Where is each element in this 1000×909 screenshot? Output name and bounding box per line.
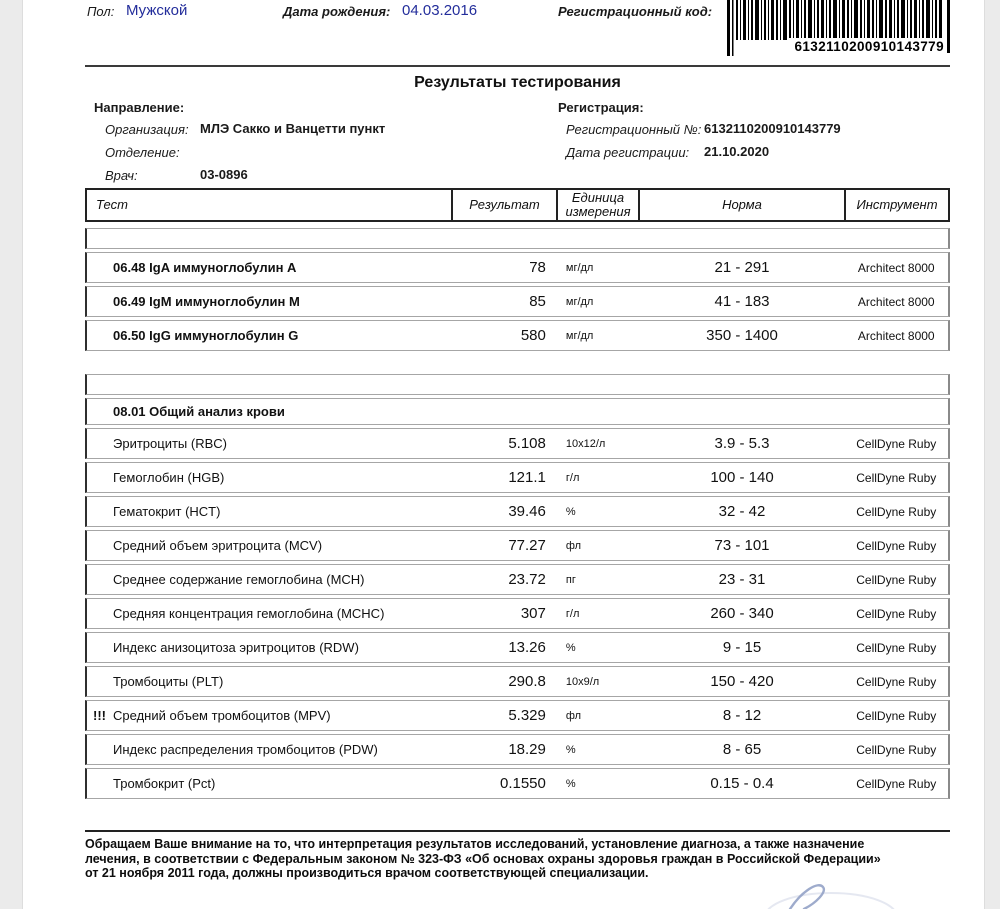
- norm-cell: 0.15 - 0.4: [710, 775, 774, 792]
- doctor-value: 03-0896: [200, 167, 248, 182]
- header-divider: [85, 65, 950, 67]
- test-name-cell: Тромбоциты (PLT): [113, 674, 224, 689]
- test-name-cell: 06.48 IgA иммуноглобулин A: [113, 260, 297, 275]
- unit-cell: %: [565, 505, 576, 518]
- instrument-cell: CellDyne Ruby: [856, 776, 937, 791]
- signature-mark: [756, 881, 906, 909]
- result-cell: 290.8: [508, 673, 546, 690]
- unit-cell: %: [565, 641, 576, 654]
- norm-cell: 8 - 65: [722, 741, 762, 758]
- unit-cell: 10x9/л: [565, 675, 600, 688]
- barcode-guard-bar: [947, 0, 950, 53]
- test-name-cell: Средний объем эритроцита (MCV): [113, 538, 323, 553]
- table-section: [85, 374, 950, 799]
- instrument-cell: CellDyne Ruby: [856, 572, 937, 587]
- unit-cell: %: [565, 777, 576, 790]
- table-section: [85, 228, 950, 351]
- result-cell: 580: [520, 327, 546, 344]
- norm-cell: 350 - 1400: [706, 327, 778, 344]
- table-row: [85, 252, 950, 283]
- norm-cell: 260 - 340: [710, 605, 774, 622]
- regdate-value: 21.10.2020: [704, 144, 770, 159]
- norm-cell: 3.9 - 5.3: [714, 435, 770, 452]
- section-title-row: 08.01 Общий анализ крови: [85, 398, 950, 425]
- organization-value: МЛЭ Сакко и Ванцетти пункт: [200, 121, 386, 136]
- result-cell: 78: [529, 259, 546, 276]
- organization-label: Организация:: [105, 122, 189, 137]
- regnum-label: Регистрационный №:: [566, 122, 702, 137]
- sex-value: Мужской: [126, 2, 188, 19]
- regdate-label: Дата регистрации:: [566, 145, 690, 160]
- unit-cell: мг/дл: [565, 329, 594, 342]
- birthdate-value: 04.03.2016: [402, 2, 478, 19]
- norm-cell: 150 - 420: [710, 673, 774, 690]
- instrument-cell: CellDyne Ruby: [856, 742, 937, 757]
- instrument-cell: CellDyne Ruby: [856, 436, 937, 451]
- doctor-label: Врач:: [105, 168, 138, 183]
- table-row: [85, 428, 950, 459]
- instrument-cell: Architect 8000: [857, 260, 935, 275]
- result-cell: 23.72: [508, 571, 546, 588]
- registration-heading: Регистрация:: [558, 100, 644, 115]
- table-row: [85, 700, 950, 731]
- unit-cell: мг/дл: [565, 295, 594, 308]
- viewer-right-margin: [984, 0, 1000, 909]
- unit-cell: фл: [565, 539, 582, 552]
- table-row: [85, 496, 950, 527]
- barcode-number: 6132110200910143779: [788, 38, 945, 54]
- footer-divider: [85, 830, 950, 832]
- test-name-cell: Гематокрит (HCT): [113, 504, 221, 519]
- unit-cell: мг/дл: [565, 261, 594, 274]
- table-row: [85, 632, 950, 663]
- table-row: [85, 598, 950, 629]
- viewer-left-margin: [0, 0, 23, 909]
- results-tables: [85, 188, 950, 802]
- result-cell: 5.329: [508, 707, 546, 724]
- birthdate-label: Дата рождения:: [283, 4, 391, 19]
- test-name-cell: Средний объем тромбоцитов (MPV): [113, 708, 331, 723]
- table-row: [85, 320, 950, 351]
- instrument-cell: Architect 8000: [857, 328, 935, 343]
- test-name-cell: Индекс распределения тромбоцитов (PDW): [113, 742, 378, 757]
- instrument-cell: CellDyne Ruby: [856, 606, 937, 621]
- abnormal-flag: !!!: [93, 708, 106, 723]
- instrument-cell: CellDyne Ruby: [856, 538, 937, 553]
- result-cell: 5.108: [508, 435, 546, 452]
- col-header-unit: Единица измерения: [558, 188, 640, 222]
- unit-cell: г/л: [565, 471, 580, 484]
- test-name-cell: Индекс анизоцитоза эритроцитов (RDW): [113, 640, 359, 655]
- col-header-result: Результат: [453, 188, 558, 222]
- instrument-cell: CellDyne Ruby: [856, 504, 937, 519]
- col-header-instrument: Инструмент: [846, 188, 950, 222]
- test-name-cell: Гемоглобин (HGB): [113, 470, 225, 485]
- instrument-cell: CellDyne Ruby: [856, 640, 937, 655]
- unit-cell: 10x12/л: [565, 437, 606, 450]
- norm-cell: 73 - 101: [714, 537, 770, 554]
- table-row: [85, 462, 950, 493]
- table-row: [85, 666, 950, 697]
- direction-heading: Направление:: [94, 100, 185, 115]
- result-cell: 39.46: [508, 503, 546, 520]
- unit-cell: г/л: [565, 607, 580, 620]
- test-name-cell: Тромбокрит (Pct): [113, 776, 216, 791]
- table-row: [85, 286, 950, 317]
- table-header-row: [85, 188, 950, 222]
- norm-cell: 8 - 12: [722, 707, 762, 724]
- result-cell: 18.29: [508, 741, 546, 758]
- instrument-cell: CellDyne Ruby: [856, 470, 937, 485]
- regnum-value: 6132110200910143779: [704, 121, 841, 136]
- norm-cell: 41 - 183: [714, 293, 770, 310]
- result-cell: 307: [520, 605, 546, 622]
- instrument-cell: CellDyne Ruby: [856, 708, 937, 723]
- regcode-label: Регистрационный код:: [558, 4, 713, 19]
- col-header-norm: Норма: [640, 188, 846, 222]
- table-row: [85, 530, 950, 561]
- test-name-cell: Среднее содержание гемоглобина (MCH): [113, 572, 365, 587]
- unit-cell: пг: [565, 573, 576, 586]
- spacer-row: [85, 228, 950, 249]
- page-title: Результаты тестирования: [414, 74, 621, 91]
- instrument-cell: Architect 8000: [857, 294, 935, 309]
- result-cell: 77.27: [508, 537, 546, 554]
- result-cell: 13.26: [508, 639, 546, 656]
- test-name-cell: 06.50 IgG иммуноглобулин G: [113, 328, 299, 343]
- test-name-cell: Средняя концентрация гемоглобина (MCHC): [113, 606, 385, 621]
- sex-label: Пол:: [87, 4, 115, 19]
- result-cell: 85: [529, 293, 546, 310]
- disclaimer-text: Обращаем Ваше внимание на то, что интерпретация результатов исследований, установление диагноза, а также назначение лечения, в соответствии с Федеральным законом № 323-ФЗ «Об основах охраны здоровья граждан в Российской Федерации» от 21 ноября 2011 года, должны производиться врачом соответствующей специализации.: [85, 837, 881, 880]
- result-cell: 121.1: [508, 469, 546, 486]
- norm-cell: 32 - 42: [718, 503, 766, 520]
- barcode: [727, 0, 950, 56]
- test-name-cell: 06.49 IgM иммуноглобулин M: [113, 294, 300, 309]
- table-row: [85, 734, 950, 765]
- table-row: [85, 564, 950, 595]
- test-name-cell: Эритроциты (RBC): [113, 436, 227, 451]
- table-row: [85, 768, 950, 799]
- department-label: Отделение:: [105, 145, 180, 160]
- unit-cell: фл: [565, 709, 582, 722]
- spacer-row: [85, 374, 950, 395]
- norm-cell: 21 - 291: [714, 259, 770, 276]
- norm-cell: 23 - 31: [718, 571, 766, 588]
- col-header-test: Тест: [85, 188, 453, 222]
- unit-cell: %: [565, 743, 576, 756]
- result-cell: 0.1550: [499, 775, 546, 792]
- norm-cell: 9 - 15: [722, 639, 762, 656]
- norm-cell: 100 - 140: [710, 469, 774, 486]
- instrument-cell: CellDyne Ruby: [856, 674, 937, 689]
